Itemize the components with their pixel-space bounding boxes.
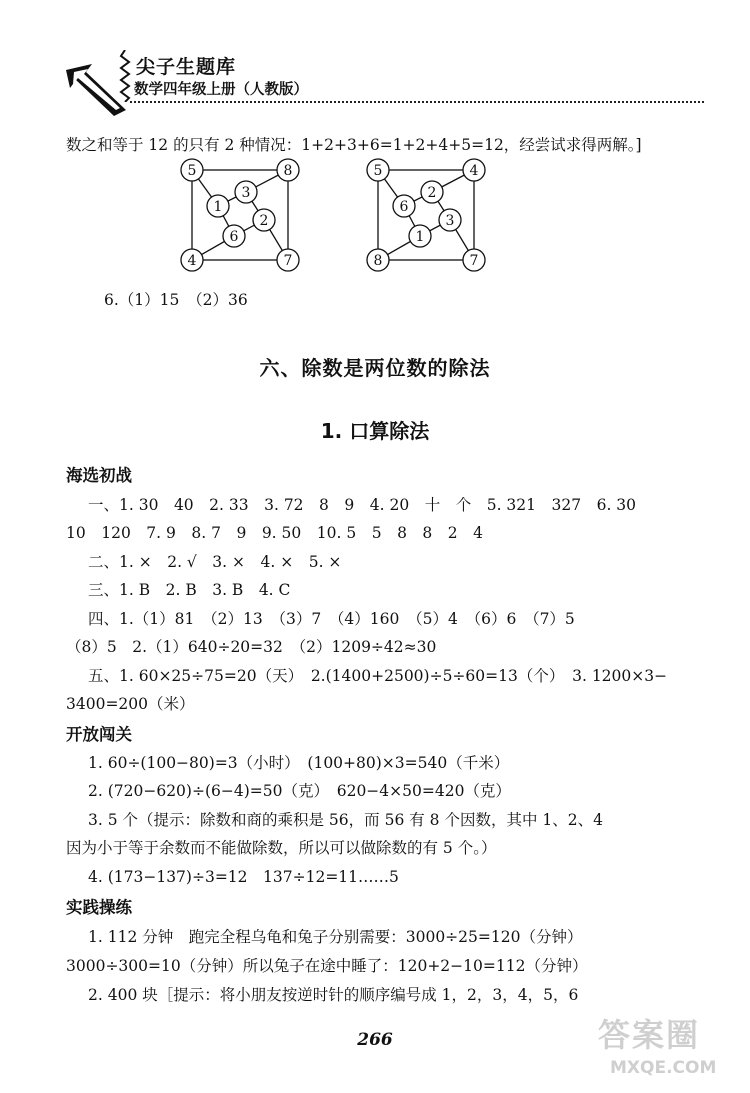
node-outer: 4	[187, 253, 197, 269]
node-inner: 3	[445, 213, 455, 229]
answer-line: 四、1.（1）81 （2）13 （3）7 （4）160 （5）4 （6）6 （7）5	[88, 610, 575, 628]
answer-line: 2. (720−620)÷(6−4)=50（克） 620−4×50=420（克）	[88, 782, 511, 800]
node-inner: 6	[229, 229, 239, 245]
answer-line: （8）5 2.（1）640÷20=32 （2）1209÷42≈30	[66, 638, 437, 656]
answer-line: 五、1. 60×25÷75=20（天） 2.(1400+2500)÷5÷60=13（个） 3. 1200×3−	[88, 667, 668, 685]
book-subtitle: 数学四年级上册（人教版）	[134, 82, 308, 98]
answer-line: 4. (173−137)÷3=12 137÷12=11……5	[88, 868, 399, 886]
answer-line: 二、1. × 2. √ 3. × 4. × 5. ×	[88, 553, 342, 571]
answer-line: 2. 400 块［提示：将小朋友按逆时针的顺序编号成 1，2，3，4，5，6	[88, 986, 579, 1004]
node-outer: 5	[373, 163, 383, 179]
answer-line: 3000÷300=10（分钟）所以兔子在途中睡了：120+2−10=112（分钟）	[66, 957, 588, 975]
section-title: 1. 口算除法	[320, 419, 430, 443]
node-outer: 4	[469, 163, 479, 179]
answer-line: 1. 60÷(100−80)=3（小时） (100+80)×3=540（千米）	[88, 754, 510, 772]
answer-line: 三、1. B 2. B 3. B 4. C	[88, 581, 291, 599]
watermark-url: MXQE.COM	[610, 1058, 717, 1078]
answer-line: 因为小于等于余数而不能做除数，所以可以做除数的有 5 个。）	[66, 839, 497, 857]
node-inner: 1	[415, 229, 425, 245]
node-outer: 5	[187, 163, 197, 179]
node-outer: 8	[373, 253, 383, 269]
node-outer: 8	[283, 163, 293, 179]
answer-line: 一、1. 30 40 2. 33 3. 72 8 9 4. 20 十 个 5. 321 327 6. 30	[88, 496, 637, 514]
section-heading: 海选初战	[66, 466, 132, 485]
watermark-logo: 答案圈	[598, 1016, 701, 1054]
node-outer: 7	[283, 253, 293, 269]
answer-line: 1. 112 分钟 跑完全程乌龟和兔子分别需要：3000÷25=120（分钟）	[88, 928, 583, 946]
section-heading: 开放闯关	[66, 725, 132, 744]
node-inner: 1	[213, 199, 223, 215]
magic-square-diagram-left	[178, 156, 308, 276]
book-title: 尖子生题库	[136, 56, 237, 78]
answer-line: 10 120 7. 9 8. 7 9 9. 50 10. 5 5 8 8 2 4	[66, 524, 484, 542]
answer-6: 6.（1）15 （2）36	[104, 291, 248, 309]
node-inner: 6	[399, 199, 409, 215]
section-heading: 实践操练	[66, 898, 132, 917]
header-zigzag-divider	[118, 50, 132, 102]
answer-line: 3. 5 个（提示：除数和商的乘积是 56，而 56 有 8 个因数，其中 1、2、4	[88, 811, 603, 829]
node-outer: 7	[469, 253, 479, 269]
header-dotted-rule	[130, 101, 704, 103]
node-inner: 3	[241, 185, 251, 201]
answer-line: 3400=200（米）	[66, 695, 195, 713]
node-inner: 2	[259, 213, 269, 229]
intro-line: 数之和等于 12 的只有 2 种情况：1+2+3+6=1+2+4+5=12，经尝试求得两解。]	[66, 136, 642, 154]
magic-square-diagram-right	[364, 156, 494, 276]
node-inner: 2	[427, 185, 437, 201]
chapter-title: 六、除数是两位数的除法	[259, 356, 491, 380]
page-number: 266	[357, 1030, 393, 1050]
